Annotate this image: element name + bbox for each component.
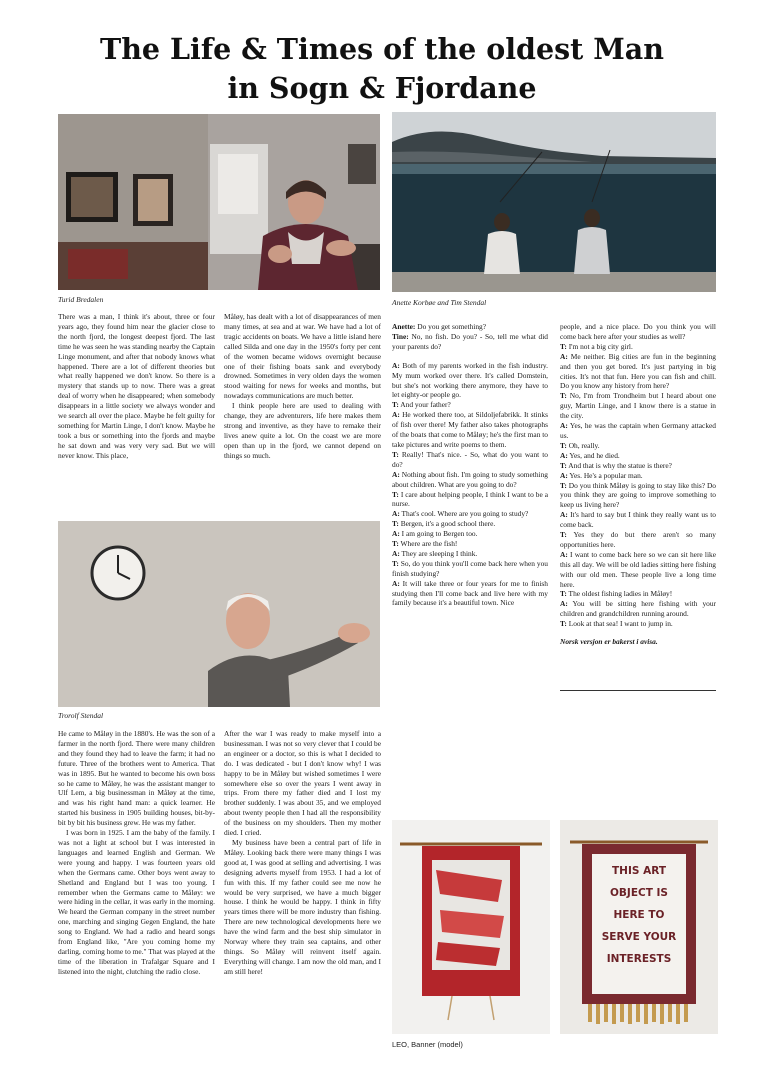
interview-line: Tine: No, no fish. Do you? - So, tell me what did your parents do? [392, 331, 548, 351]
interview-line: T: Look at that sea! I want to jump in. [560, 619, 673, 629]
interview-line: T: Bergen, it's a good school there. [392, 519, 496, 529]
speaker: A: [560, 351, 568, 361]
interview-line: T: Oh, really. [560, 440, 600, 450]
interview-line: A: Yes. He's a popular man. [560, 470, 643, 480]
interview-divider [560, 690, 716, 691]
speaker: T: [560, 391, 567, 401]
story2-paragraph-3: After the war I was ready to make myself into a businessman. I was not so very clever that I could be an engineer or a doctor, so this is what I decided to do. I was dedicated - but I don't know why! I was happy to be in Måløy but wished sometimes I were somewhere else so over the years I went away in trips. From there my father died and I lost my brother suddenly. I was about 35, and we employed about twenty people then I had all the responsibility of the business on my shoulders. Then my mother died. I cried. [224, 729, 381, 838]
caption-banner: LEO, Banner (model) [392, 1040, 463, 1049]
interview-column-1 [392, 322, 548, 608]
interview-line: T: Yes they do but there aren't so many opportunities here. [560, 530, 716, 549]
photo-banner-red [392, 820, 550, 1034]
speaker: A: [392, 548, 400, 558]
speaker: A: [392, 410, 400, 420]
speaker: T: [392, 519, 399, 529]
photo-banner-red-graphic [392, 820, 550, 1034]
interview-line: Anette: Do you get something? [392, 322, 487, 331]
interview-line: T: I care about helping people, I think I want to be a nurse. [392, 489, 548, 509]
story2-paragraph-4: My business have been a central part of life in Måløy. Looking back there were many things I was good at, I was good at selling and advertising. I was designing adverts myself from 1953. I had a lot of fun with this. If my father could see me now he would be very surprised, we have a much bigger house. I think he would be happy. I think in fifty years times there will be more industry than fishing. There are new technological developments here we have the wind farm and the best ship simulator in Norway where they train sea captains, and other things. So Måløy will reinvent itself again. Everything will change. I am now the old man, and I am still here! [224, 837, 381, 976]
speaker: A: [560, 549, 568, 559]
interview-line: A: He worked there too, at Sildoljefabrikk. It stinks of fish over there! My father also takes photographs of the boats that come to Måløy; he's the first man to take pictures and write poems to them. [392, 410, 548, 449]
speaker: T: [560, 460, 567, 470]
interview-line: T: And that is why the statue is there? [560, 460, 672, 470]
speaker: A: [392, 360, 400, 370]
speaker: A: [392, 469, 400, 479]
interview-line: T: So, do you think you'll come back here when you finish studying? [392, 558, 548, 578]
interview-line: A: Me neither. Big cities are fun in the beginning and then you get bored. It's just partying in big cities. It's not that fun. Here you can fish and chill. Do you know any history from here? [560, 351, 716, 391]
photo-fishing-girls [392, 112, 716, 292]
photo-fishing-graphic [392, 112, 716, 292]
caption-old-man: Trorolf Stendal [58, 711, 104, 720]
story2-column-1 [58, 729, 215, 977]
page-title [0, 30, 764, 108]
interview-line: A: You will be sitting here fishing with your children and grandchildren running around. [560, 599, 716, 619]
banner-slogan-line: SERVE YOUR [601, 931, 677, 943]
interview-line: T: Where are the fish! [392, 539, 458, 549]
caption-woman: Turid Bredalen [58, 295, 104, 304]
story1-paragraph-1: There was a man, I think it's about, three or four years ago, they found him near the glacier close to the north fjord, the longest deepest fjord. The last time he was seen he was standing nearby the Captain Linge monument, and after that nobody knows what happened. There are a lot of different theories but what really happened we don't know. So there is a mystery that stands up to now. There was a great deal of worry when he disappeared; when somebody disappears in a little society we always wonder and we search all over the place. Maybe he felt guilty for something for Martin Linge, I don't know. Maybe he took a bus or something into the fjords and maybe he sat down and was very very sad. But we will never know. This place, [58, 312, 216, 460]
interview-line: A: That's cool. Where are you going to study? [392, 509, 529, 519]
interview-column-2 [560, 322, 716, 647]
interview-line: people, and a nice place. Do you think you will come back here after your studies as well? [560, 322, 716, 341]
speaker: A: [560, 421, 568, 431]
interview-line: A: I want to come back here so we can sit here like this all day. We will be old ladies sitting here fishing with our old men. These people live a long time here. [560, 549, 716, 589]
speaker: Tine: [392, 331, 409, 341]
interview-line: A: Nothing about fish. I'm going to study something about children. What are you going to do? [392, 469, 548, 489]
story1-paragraph-2: Måløy, has dealt with a lot of disappearances of men many times, at sea and at war. We have had a lot of tragic accidents on boats. We have a little island here called Silda and one day in the 1950's forty per cent of the women became widows overnight because one of their fishing boats sank and everybody drowned. Sometimes in very olden days the women stood waiting for news for weeks and months, but nowadays communications are much better. [224, 312, 381, 401]
speaker: A: [392, 509, 400, 519]
interview-line: T: Do you think Måløy is going to stay like this? Do you think they are going to improve something to keep us living here? [560, 480, 716, 510]
speaker: T: [560, 341, 567, 351]
banner-slogan-line: HERE TO [613, 909, 665, 921]
speaker: A: [560, 599, 568, 609]
speaker: Anette: [392, 322, 416, 331]
photo-banner-text [560, 820, 718, 1034]
speaker: T: [392, 539, 399, 549]
interview-line: A: They are sleeping I think. [392, 548, 478, 558]
interview-line: T: Really! That's nice. - So, what do you want to do? [392, 449, 548, 469]
speaker: A: [560, 510, 568, 520]
speaker: T: [560, 480, 567, 490]
story1-column-1 [58, 312, 215, 461]
speaker: A: [392, 578, 400, 588]
interview-line: A: It's hard to say but I think they really want us to come back. [560, 510, 716, 530]
speaker: T: [560, 440, 567, 450]
banner-slogan [592, 860, 686, 970]
speaker: A: [560, 450, 568, 460]
interview-line: A: Both of my parents worked in the fish industry. My mum worked over there. It's called Domstein, but she's not working there anymore, they have to let eighty-or people go. [392, 360, 548, 400]
interview-line: A: Yes, he was the captain when Germany attacked us. [560, 421, 716, 440]
interview-line: T: The oldest fishing ladies in Måløy! [560, 589, 673, 599]
photo-woman-interview [58, 114, 380, 290]
story2-column-2 [224, 729, 381, 977]
photo-old-man-graphic [58, 521, 380, 707]
title-line-2: in Sogn & Fjordane [227, 71, 537, 105]
interview-line: A: It will take three or four years for me to finish studying then I'll come back and live here with my family because it's a beautiful town. Nice [392, 578, 548, 608]
interview-signature: Norsk versjon er bakerst i avisa. [560, 637, 658, 647]
interview-line: T: And your father? [392, 400, 451, 410]
speaker: T: [392, 449, 399, 459]
banner-slogan-line: THIS ART [612, 865, 666, 877]
title-line-1: The Life & Times of the oldest Man [99, 32, 664, 66]
interview-line: T: No, I'm from Trondheim but I heard about one guy, Martin Linge, and I know there is a statue in the city. [560, 391, 716, 421]
speaker: A: [392, 529, 400, 539]
photo-old-man [58, 521, 380, 707]
story1-paragraph-3: I think people here are used to dealing with change, they are adventurers, life here makes them strong and inventive, as they have to remake their lives anew quite a lot. On the coast we are more open than up in the fjord, we cannot depend on things so much. [224, 401, 381, 460]
interview-line: A: I am going to Bergen too. [392, 529, 478, 539]
banner-slogan-line: OBJECT IS [609, 887, 668, 899]
banner-slogan-line: INTERESTS [606, 953, 672, 965]
caption-fishing: Anette Korbøe and Tim Stendal [392, 298, 487, 307]
speaker: T: [560, 530, 567, 540]
speaker: T: [392, 489, 399, 499]
speaker: T: [560, 589, 567, 599]
story1-column-2 [224, 312, 381, 461]
speaker: A: [560, 470, 568, 480]
story2-paragraph-1: He came to Måløy in the 1880's. He was the son of a farmer in the north fjord. There were many children and they found they had to leave the farm; it had no future. Three of the brothers went to America. That was in 1895. But he wanted to become his own boss so he came to Måløy, he was the assistant manger to Ulf Lem, a big businessman in Måløy at the time, and was his right hand man: a quick learner. He started his business in 1905 building houses, bit-by-bit by bit his business grew. He was my father. [58, 729, 215, 828]
speaker: T: [560, 619, 567, 629]
interview-spacer [392, 352, 548, 361]
interview-line: T: I'm not a big city girl. [560, 341, 633, 351]
speaker: T: [392, 558, 399, 568]
photo-woman-graphic [58, 114, 380, 290]
story2-paragraph-2: I was born in 1925. I am the baby of the family. I was not a light at school but I was interested in languages and learned English and German. We were young and happy. I was fourteen years old when the Germans came. Other boys went away to Shetland and England but I was too young. I remember when the Germans came to Måløy: we were hiding in the cellar, it was early in the morning. We heard the German company in the street number one, marching and singing Gegen England, the hate song to England. We had a radio and heard songs from England like, "Are you coming home my darling, coming home to me." That was played at the time of the liberation in Trafalgar Square and I listened into the night, clutching the radio close. [58, 828, 215, 976]
speaker: T: [392, 400, 399, 410]
interview-line: A: Yes, and he died. [560, 450, 620, 460]
